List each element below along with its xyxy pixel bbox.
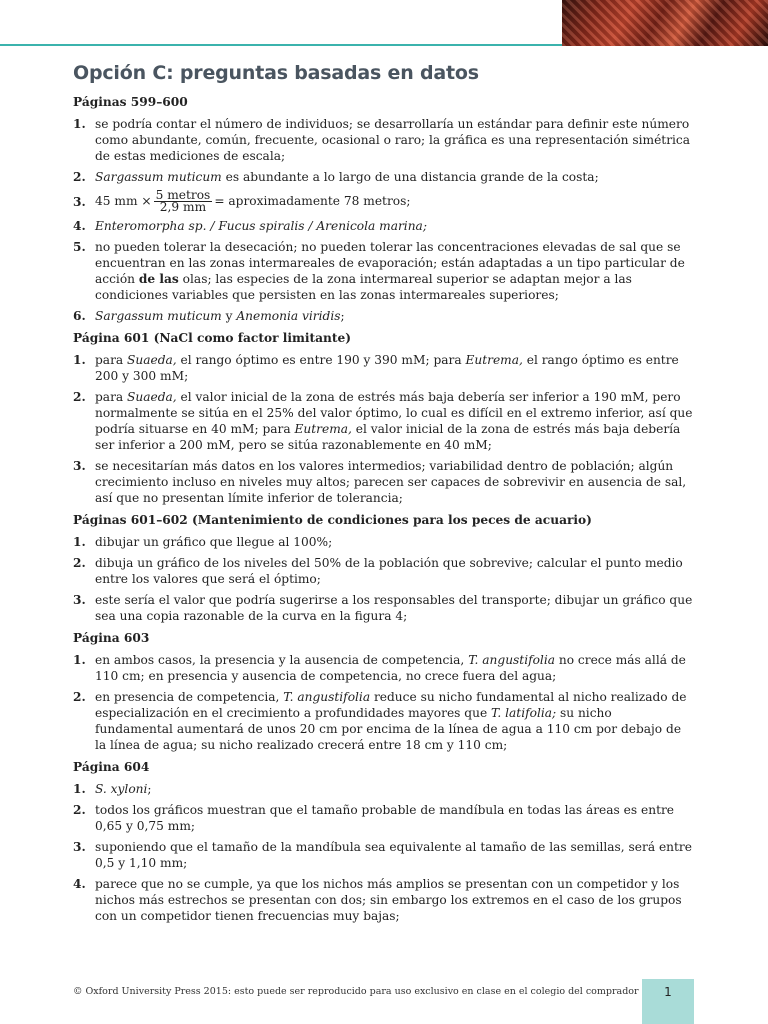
bold-text: de las <box>138 272 179 286</box>
section-heading: Página 604 <box>73 760 150 774</box>
item-text-part: su nicho fundamental aumentará de unos 20 cm por encima de la línea de agua a 110 cm por debajo de la línea de agua; su nicho realizado crecerá entre 18 cm y 110 cm; <box>95 706 682 752</box>
item-number: 3. <box>73 459 86 473</box>
item-number: 2. <box>73 390 86 404</box>
item-number: 3. <box>73 840 86 854</box>
section-603 <box>73 630 693 753</box>
item-text-part: en ambos casos, la presencia y la ausencia de competencia, <box>95 653 469 667</box>
item-number: 2. <box>73 803 86 817</box>
section-heading: Páginas 599–600 <box>73 95 188 109</box>
item-text-part: el valor inicial de la zona de estrés más baja debería ser inferior a 200 mM, pero se sitúa razonablemente en 40 mM; <box>95 422 681 452</box>
list-item <box>73 781 693 797</box>
section-heading: Página 603 <box>73 631 150 645</box>
item-number: 4. <box>73 219 86 233</box>
item-text-part: es abundante a lo largo de una distancia grande de la costa; <box>221 170 599 184</box>
item-text-part: ; <box>147 782 152 796</box>
item-text: parece que no se cumple, ya que los nichos más amplios se presentan con un competidor y los nichos más estrechos se presentan con dos; sin embargo los extremos en el caso de los grupos con un competidor tienen frecuencias muy bajas; <box>95 877 682 923</box>
item-text: se podría contar el número de individuos; se desarrollaría un estándar para definir este número como abundante, común, frecuente, ocasional o raro; la gráfica es una representación simétrica de estas mediciones de escala; <box>95 117 691 163</box>
list-item <box>73 592 693 624</box>
item-text-part: olas; las especies de la zona intermareal superior se adaptan mejor a las condiciones variables que persisten en las zonas intermareales superiores; <box>95 272 632 302</box>
equation-right: = aproximadamente 78 metros; <box>214 194 411 208</box>
item-number: 1. <box>73 353 86 367</box>
item-text: se necesitarían más datos en los valores intermedios; variabilidad dentro de población; algún crecimiento incluso en niveles muy altos; parecen ser capaces de sobrevivir en ausencia de sal, así que no presentan límite inferior de tolerancia; <box>95 459 687 505</box>
item-text: Enteromorpha sp. / Fucus spiralis / Arenicola marina; <box>95 219 427 233</box>
item-text: todos los gráficos muestran que el tamaño probable de mandíbula en todas las áreas es entre 0,65 y 0,75 mm; <box>95 803 675 833</box>
item-number: 1. <box>73 535 86 549</box>
item-number: 1. <box>73 782 86 796</box>
item-number: 2. <box>73 170 86 184</box>
fraction-numerator: 5 metros <box>155 188 211 202</box>
header-photo <box>562 0 768 46</box>
species-name: Suaeda, <box>127 390 177 404</box>
item-text <box>95 169 693 185</box>
species-name: Sargassum muticum <box>95 309 222 323</box>
item-text <box>95 308 693 324</box>
item-text <box>95 190 693 213</box>
item-text-part: para <box>95 390 128 404</box>
item-text: dibuja un gráfico de los niveles del 50% de la población que sobrevive; calcular el punto medio entre los valores que será el óptimo; <box>95 556 683 586</box>
page-title: Opción C: preguntas basadas en datos <box>73 62 479 84</box>
list-item <box>73 116 693 164</box>
species-name: T. angustifolia <box>283 690 371 704</box>
species-name: Eutrema, <box>465 353 523 367</box>
list-item <box>73 802 693 834</box>
equation-left: 45 mm × <box>95 194 152 208</box>
item-text-part: ; <box>340 309 345 323</box>
item-number: 3. <box>73 194 86 209</box>
item-text-part: no crece más allá de 110 cm; en presencia y ausencia de competencia, no crece fuera del agua; <box>95 653 686 683</box>
list-item <box>73 218 693 234</box>
list-item <box>73 190 693 213</box>
item-text <box>95 239 693 303</box>
document-body <box>73 94 693 930</box>
fraction-denominator: 2,9 mm <box>159 200 207 214</box>
section-604 <box>73 759 693 924</box>
section-601-602 <box>73 512 693 624</box>
section-heading: Páginas 601–602 (Mantenimiento de condiciones para los peces de acuario) <box>73 513 592 527</box>
item-number: 1. <box>73 653 86 667</box>
item-number: 3. <box>73 593 86 607</box>
list-item <box>73 534 693 550</box>
list-item <box>73 352 693 384</box>
item-text-part: el rango óptimo es entre 190 y 390 mM; para <box>176 353 466 367</box>
species-name: T. latifolia; <box>491 706 557 720</box>
header-rule <box>0 44 562 46</box>
item-text <box>95 389 693 453</box>
item-number: 5. <box>73 240 86 254</box>
item-number: 2. <box>73 556 86 570</box>
item-number: 1. <box>73 117 86 131</box>
list-item <box>73 169 693 185</box>
item-text-part: reduce su nicho fundamental al nicho realizado de especialización en el crecimiento a profundidades mayores que <box>95 690 687 720</box>
item-text <box>95 652 693 684</box>
list-item <box>73 239 693 303</box>
list-item <box>73 555 693 587</box>
section-601 <box>73 330 693 506</box>
list-item <box>73 652 693 684</box>
item-number: 4. <box>73 877 86 891</box>
species-name: S. xyloni <box>95 782 148 796</box>
section-599-600 <box>73 94 693 324</box>
item-text: este sería el valor que podría sugerirse a los responsables del transporte; dibujar un gráfico que sea una copia razonable de la curva en la figura 4; <box>95 593 693 623</box>
list-item <box>73 389 693 453</box>
item-text-part: para <box>95 353 128 367</box>
item-text-part: no pueden tolerar la desecación; no pueden tolerar las concentraciones elevadas de sal que se encuentran en las zonas intermareales de evaporación; están adaptadas a un tipo particular de acción <box>95 240 685 286</box>
item-text: dibujar un gráfico que llegue al 100%; <box>95 535 333 549</box>
item-text: suponiendo que el tamaño de la mandíbula sea equivalente al tamaño de las semillas, será entre 0,5 y 1,10 mm; <box>95 840 692 870</box>
copyright-footer: © Oxford University Press 2015: esto puede ser reproducido para uso exclusivo en clase en el colegio del comprador <box>73 986 639 997</box>
item-text-part: y <box>221 309 237 323</box>
item-text-part: en presencia de competencia, <box>95 690 284 704</box>
list-item <box>73 308 693 324</box>
species-name: Anemonia viridis <box>236 309 341 323</box>
item-text <box>95 689 693 753</box>
item-number: 2. <box>73 690 86 704</box>
species-name: Eutrema, <box>294 422 352 436</box>
fraction <box>154 190 213 213</box>
item-text-part: el valor inicial de la zona de estrés más baja debería ser inferior a 190 mM, pero normalmente se sitúa en el 25% del valor óptimo, lo cual es difícil en el extremo inferior, así que podría situarse en 40 mM; para <box>95 390 693 436</box>
list-item <box>73 689 693 753</box>
species-name: Suaeda, <box>127 353 177 367</box>
page-number-box <box>642 979 694 1024</box>
item-text-part: el rango óptimo es entre 200 y 300 mM; <box>95 353 679 383</box>
species-name: T. angustifolia <box>468 653 555 667</box>
item-number: 6. <box>73 309 86 323</box>
page-number: 1 <box>664 985 672 999</box>
list-item <box>73 876 693 924</box>
item-text <box>95 352 693 384</box>
list-item <box>73 458 693 506</box>
section-heading: Página 601 (NaCl como factor limitante) <box>73 331 352 345</box>
item-text <box>95 781 693 797</box>
species-name: Sargassum muticum <box>95 170 222 184</box>
list-item <box>73 839 693 871</box>
